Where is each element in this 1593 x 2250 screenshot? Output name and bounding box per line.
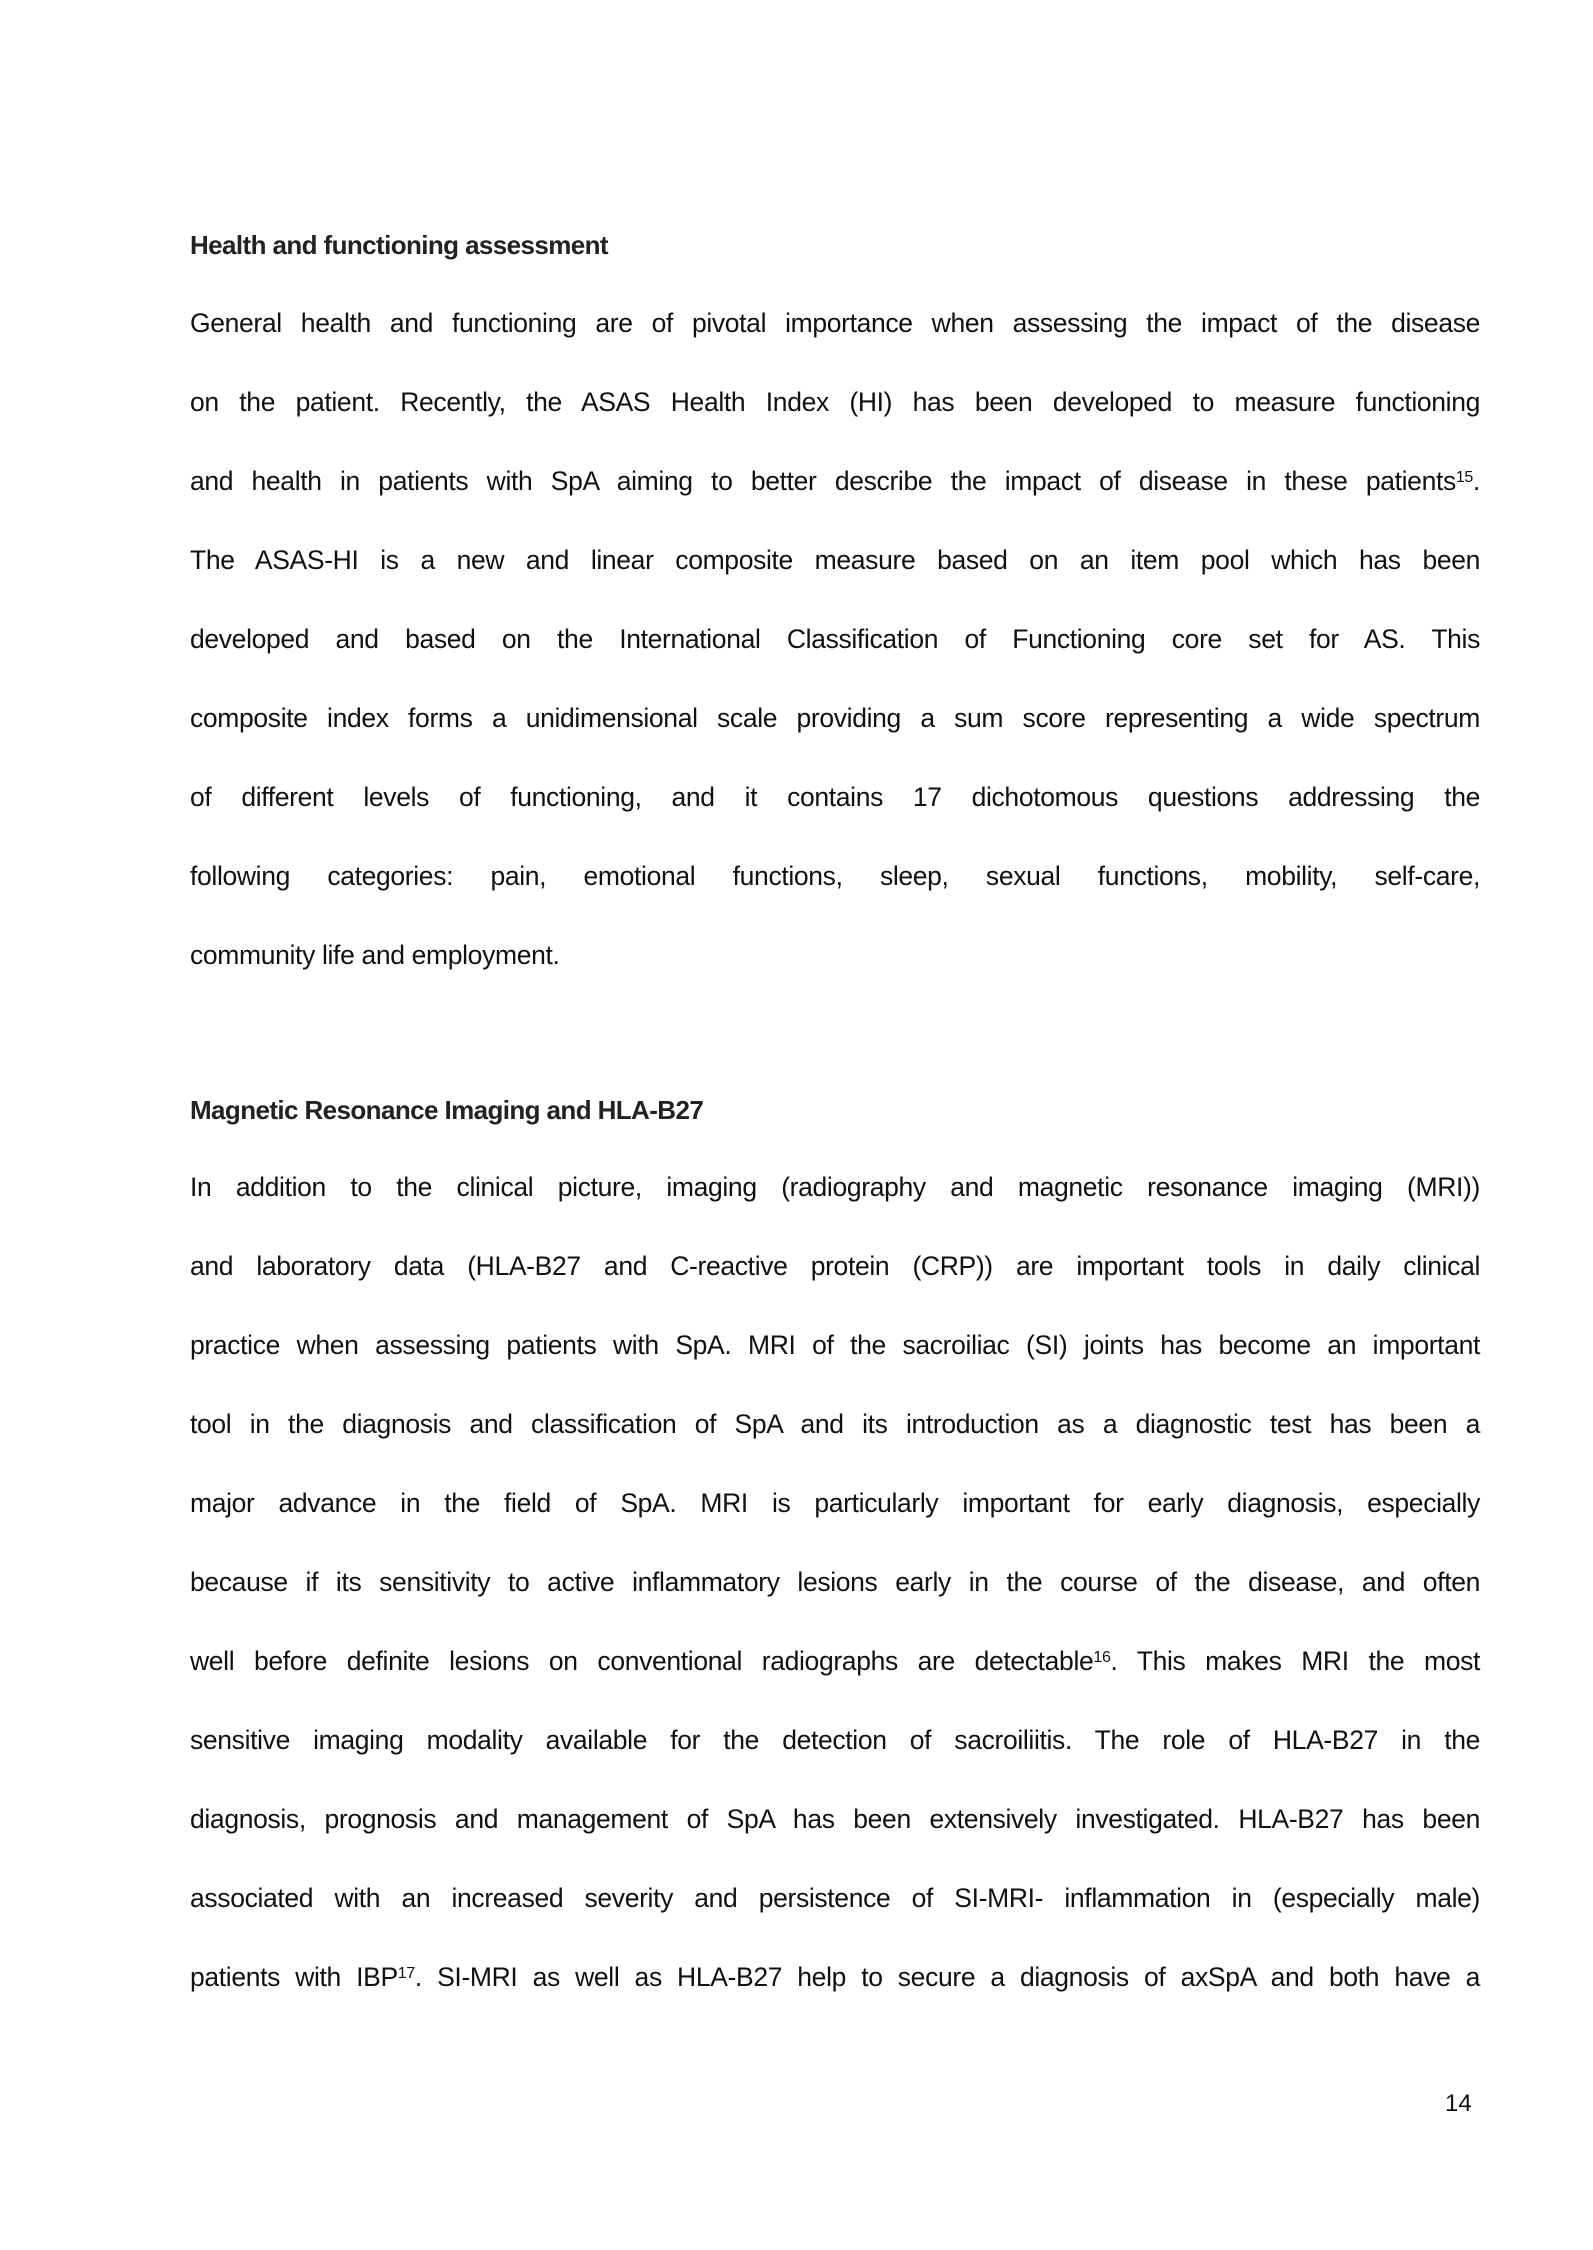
- line-text: The ASAS-HI is a new and linear composite measure based on an item pool which has been: [190, 545, 1480, 575]
- line-text: associated with an increased severity and persistence of SI-MRI- inflammation in (especially male): [190, 1883, 1480, 1913]
- page-number: 14: [1445, 2090, 1472, 2117]
- text-line: [190, 545, 1480, 575]
- text-line: [190, 861, 1480, 891]
- line-text: diagnosis, prognosis and management of SpA has been extensively investigated. HLA-B27 has been: [190, 1804, 1480, 1834]
- line-text-continued: .: [1472, 466, 1480, 496]
- line-text: because if its sensitivity to active inflammatory lesions early in the course of the disease, and often: [190, 1567, 1480, 1597]
- text-line: [190, 308, 1480, 338]
- text-line: [190, 1330, 1480, 1360]
- citation-superscript: 17: [397, 1965, 415, 1983]
- citation-superscript: 15: [1455, 469, 1473, 487]
- line-text: well before definite lesions on conventional radiographs are detectable: [190, 1646, 1094, 1676]
- text-line: [190, 1172, 1480, 1202]
- line-text: tool in the diagnosis and classification of SpA and its introduction as a diagnostic test has been a: [190, 1409, 1480, 1439]
- line-text: In addition to the clinical picture, imaging (radiography and magnetic resonance imaging (MRI)): [190, 1172, 1480, 1202]
- line-text: community life and employment.: [190, 940, 560, 970]
- text-line: [190, 1567, 1480, 1597]
- line-text: composite index forms a unidimensional scale providing a sum score representing a wide spectrum: [190, 703, 1480, 733]
- text-line: [190, 466, 1480, 496]
- line-text: and health in patients with SpA aiming to better describe the impact of disease in these patients: [190, 466, 1456, 496]
- line-text-continued: . SI-MRI as well as HLA-B27 help to secure a diagnosis of axSpA and both have a: [414, 1962, 1480, 1992]
- line-text: practice when assessing patients with SpA. MRI of the sacroiliac (SI) joints has become an important: [190, 1330, 1480, 1360]
- line-text: major advance in the field of SpA. MRI is particularly important for early diagnosis, especially: [190, 1488, 1480, 1518]
- text-line: [190, 1725, 1480, 1755]
- section-heading: Health and functioning assessment: [190, 230, 608, 260]
- text-line: [190, 1962, 1480, 1992]
- line-text: sensitive imaging modality available for the detection of sacroiliitis. The role of HLA-B27 in the: [190, 1725, 1480, 1755]
- text-line: [190, 1409, 1480, 1439]
- text-line: [190, 1883, 1480, 1913]
- text-line: [190, 1488, 1480, 1518]
- line-text: following categories: pain, emotional functions, sleep, sexual functions, mobility, self-care,: [190, 861, 1480, 891]
- text-line: [190, 1646, 1480, 1676]
- text-line: [190, 782, 1480, 812]
- text-line: [190, 703, 1480, 733]
- text-line: [190, 1804, 1480, 1834]
- line-text: General health and functioning are of pivotal importance when assessing the impact of the disease: [190, 308, 1480, 338]
- line-text: patients with IBP: [190, 1962, 398, 1992]
- text-line: [190, 940, 1480, 970]
- section-heading: Magnetic Resonance Imaging and HLA-B27: [190, 1095, 704, 1125]
- text-line: [190, 624, 1480, 654]
- line-text-continued: . This makes MRI the most: [1110, 1646, 1481, 1676]
- line-text: and laboratory data (HLA-B27 and C-reactive protein (CRP)) are important tools in daily clinical: [190, 1251, 1480, 1281]
- text-line: [190, 387, 1480, 417]
- line-text: of different levels of functioning, and it contains 17 dichotomous questions addressing the: [190, 782, 1480, 812]
- line-text: developed and based on the International Classification of Functioning core set for AS. This: [190, 624, 1480, 654]
- line-text: on the patient. Recently, the ASAS Health Index (HI) has been developed to measure functioning: [190, 387, 1480, 417]
- text-line: [190, 1251, 1480, 1281]
- citation-superscript: 16: [1093, 1649, 1111, 1667]
